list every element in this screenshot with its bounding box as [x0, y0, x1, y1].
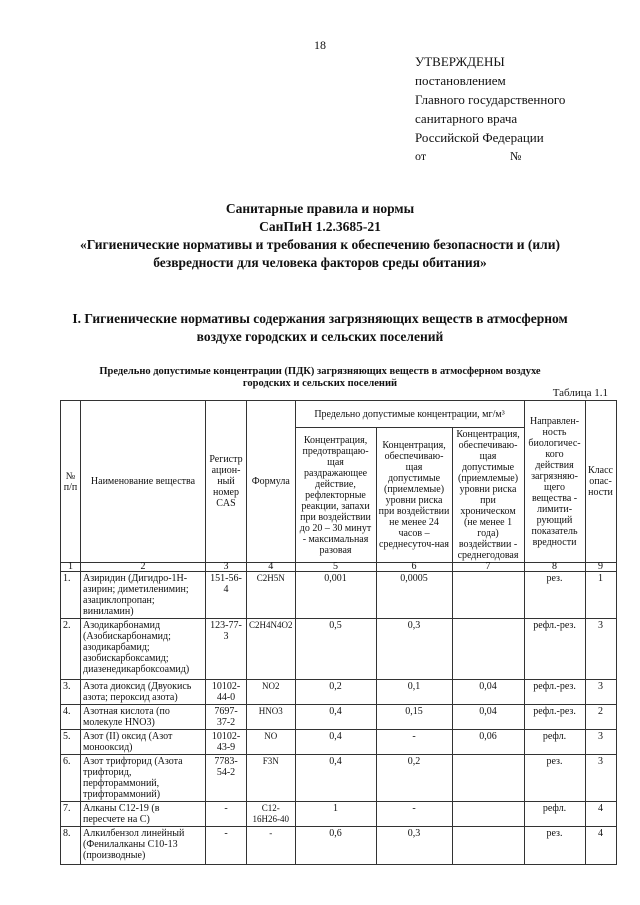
approval-line: УТВЕРЖДЕНЫ — [415, 54, 505, 69]
cell-c8: рефл.-рез. — [524, 619, 585, 680]
table-number: Таблица 1.1 — [552, 387, 608, 399]
caption-line: городских и сельских поселений — [242, 378, 398, 389]
cell-c8: рефл. — [524, 802, 585, 827]
cell-cas: 151-56-4 — [206, 572, 247, 619]
cell-c5: 0,5 — [295, 619, 376, 680]
col-number: 2 — [81, 563, 206, 572]
cell-cas: - — [206, 802, 247, 827]
col-number: 1 — [61, 563, 81, 572]
cell-no: 2. — [61, 619, 81, 680]
cell-c7: 0,06 — [452, 730, 524, 755]
header-c5: Концентрация, предотвращаю-щая раздражающее действие, рефлекторные реакции, запахи при воздействии до 20 – 30 минут - максимальная разовая — [295, 428, 376, 563]
cell-cas: 10102-43-9 — [206, 730, 247, 755]
cell-no: 8. — [61, 827, 81, 865]
table-row — [61, 755, 617, 802]
document-title — [40, 200, 600, 272]
title-line: Санитарные правила и нормы — [225, 201, 415, 216]
cell-formula: - — [247, 827, 296, 865]
cell-formula: C2H4N4O2 — [247, 619, 296, 680]
cell-name: Азота диоксид (Двуокись азота; пероксид азота) — [81, 680, 206, 705]
cell-c7 — [452, 827, 524, 865]
col-number: 3 — [206, 563, 247, 572]
cell-no: 4. — [61, 705, 81, 730]
cell-c9: 3 — [585, 755, 616, 802]
cell-cas: 7783-54-2 — [206, 755, 247, 802]
cell-c5: 0,4 — [295, 730, 376, 755]
cell-c7 — [452, 802, 524, 827]
col-number: 4 — [247, 563, 296, 572]
approval-line: Главного государственного — [415, 92, 566, 107]
cell-c5: 0,6 — [295, 827, 376, 865]
section-heading — [40, 310, 600, 346]
cell-no: 5. — [61, 730, 81, 755]
pdk-table — [60, 400, 617, 865]
cell-name: Азот трифторид (Азота трифторид, перфтораммоний, трифтораммоний) — [81, 755, 206, 802]
cell-formula: HNO3 — [247, 705, 296, 730]
cell-c8: рефл.-рез. — [524, 680, 585, 705]
cell-name: Азот (II) оксид (Азот монооксид) — [81, 730, 206, 755]
cell-cas: 123-77-3 — [206, 619, 247, 680]
cell-c5: 0,4 — [295, 755, 376, 802]
cell-c7 — [452, 572, 524, 619]
caption-line: Предельно допустимые концентрации (ПДК) загрязняющих веществ в атмосферном воздухе — [99, 366, 541, 377]
cell-c9: 4 — [585, 802, 616, 827]
cell-c7: 0,04 — [452, 705, 524, 730]
table-row — [61, 572, 617, 619]
cell-cas: - — [206, 827, 247, 865]
cell-c9: 4 — [585, 827, 616, 865]
cell-no: 3. — [61, 680, 81, 705]
header-c8: Направлен-ность биологичес-кого действия загрязняю-щего вещества - лимити-рующий показатель вредности — [524, 401, 585, 563]
cell-c7: 0,04 — [452, 680, 524, 705]
col-number: 8 — [524, 563, 585, 572]
cell-formula: C12-16H26-40 — [247, 802, 296, 827]
cell-c6: - — [376, 730, 452, 755]
column-number-row — [61, 563, 617, 572]
table-caption — [40, 366, 600, 390]
approval-line: санитарного врача — [415, 111, 518, 126]
col-number: 6 — [376, 563, 452, 572]
cell-c9: 3 — [585, 680, 616, 705]
approval-number-label: № — [510, 149, 522, 163]
cell-c5: 0,001 — [295, 572, 376, 619]
cell-name: Азодикарбонамид (Азобискарбонамид; азодикарбамид; азобискарбоксамид; диазенедикарбоксоамид) — [81, 619, 206, 680]
cell-cas: 10102-44-0 — [206, 680, 247, 705]
cell-c8: рез. — [524, 827, 585, 865]
header-c6: Концентрация, обеспечиваю-щая допустимые (приемлемые) уровни риска при воздействии не менее 24 часов – среднесуточ-ная — [376, 428, 452, 563]
cell-c8: рез. — [524, 572, 585, 619]
cell-c7 — [452, 755, 524, 802]
title-line: СанПиН 1.2.3685-21 — [259, 219, 381, 234]
section-line: I. Гигиенические нормативы содержания загрязняющих веществ в атмосферном — [72, 311, 568, 326]
cell-c6: 0,2 — [376, 755, 452, 802]
cell-c9: 3 — [585, 730, 616, 755]
cell-no: 6. — [61, 755, 81, 802]
cell-formula: NO — [247, 730, 296, 755]
approval-line: постановлением — [415, 73, 506, 88]
cell-formula: F3N — [247, 755, 296, 802]
cell-formula: C2H5N — [247, 572, 296, 619]
table-row — [61, 802, 617, 827]
header-c9: Класс опас-ности — [585, 401, 616, 563]
cell-c8: рез. — [524, 755, 585, 802]
cell-c9: 2 — [585, 705, 616, 730]
cell-c8: рефл.-рез. — [524, 705, 585, 730]
cell-c8: рефл. — [524, 730, 585, 755]
table-row — [61, 619, 617, 680]
title-line: безвредности для человека факторов среды обитания» — [153, 255, 487, 270]
header-cas: Регистр ацион-ный номер CAS — [206, 401, 247, 563]
approval-block — [415, 52, 565, 166]
cell-c5: 1 — [295, 802, 376, 827]
cell-name: Азиридин (Дигидро-1Н-азирин; диметиленимин; азациклопропан; виниламин) — [81, 572, 206, 619]
cell-name: Алкилбензол линейный (Фенилалканы С10-13 (производные) — [81, 827, 206, 865]
approval-date-label: от — [415, 149, 427, 163]
table-row — [61, 827, 617, 865]
table-row — [61, 680, 617, 705]
cell-no: 1. — [61, 572, 81, 619]
cell-c5: 0,2 — [295, 680, 376, 705]
header-formula: Формула — [247, 401, 296, 563]
col-number: 5 — [295, 563, 376, 572]
approval-line: Российской Федерации — [415, 130, 544, 145]
cell-c6: 0,15 — [376, 705, 452, 730]
header-pdk-group: Предельно допустимые концентрации, мг/м³ — [295, 401, 524, 428]
cell-c6: - — [376, 802, 452, 827]
col-number: 7 — [452, 563, 524, 572]
page-number: 18 — [314, 38, 326, 52]
cell-c6: 0,3 — [376, 619, 452, 680]
cell-c6: 0,1 — [376, 680, 452, 705]
title-line: «Гигиенические нормативы и требования к обеспечению безопасности и (или) — [79, 237, 561, 252]
table-row — [61, 705, 617, 730]
header-no: № п/п — [61, 401, 81, 563]
header-c7: Концентрация, обеспечиваю-щая допустимые (приемлемые) уровни риска при хроническом (не менее 1 года) воздействии - среднегодовая — [452, 428, 524, 563]
col-number: 9 — [585, 563, 616, 572]
cell-name: Азотная кислота (по молекуле HNO3) — [81, 705, 206, 730]
cell-c9: 1 — [585, 572, 616, 619]
cell-formula: NO2 — [247, 680, 296, 705]
section-line: воздухе городских и сельских поселений — [196, 329, 444, 344]
table-row — [61, 730, 617, 755]
cell-c6: 0,3 — [376, 827, 452, 865]
cell-c7 — [452, 619, 524, 680]
cell-no: 7. — [61, 802, 81, 827]
cell-c9: 3 — [585, 619, 616, 680]
header-name: Наименование вещества — [81, 401, 206, 563]
cell-name: Алканы С12-19 (в пересчете на С) — [81, 802, 206, 827]
cell-cas: 7697-37-2 — [206, 705, 247, 730]
cell-c6: 0,0005 — [376, 572, 452, 619]
cell-c5: 0,4 — [295, 705, 376, 730]
